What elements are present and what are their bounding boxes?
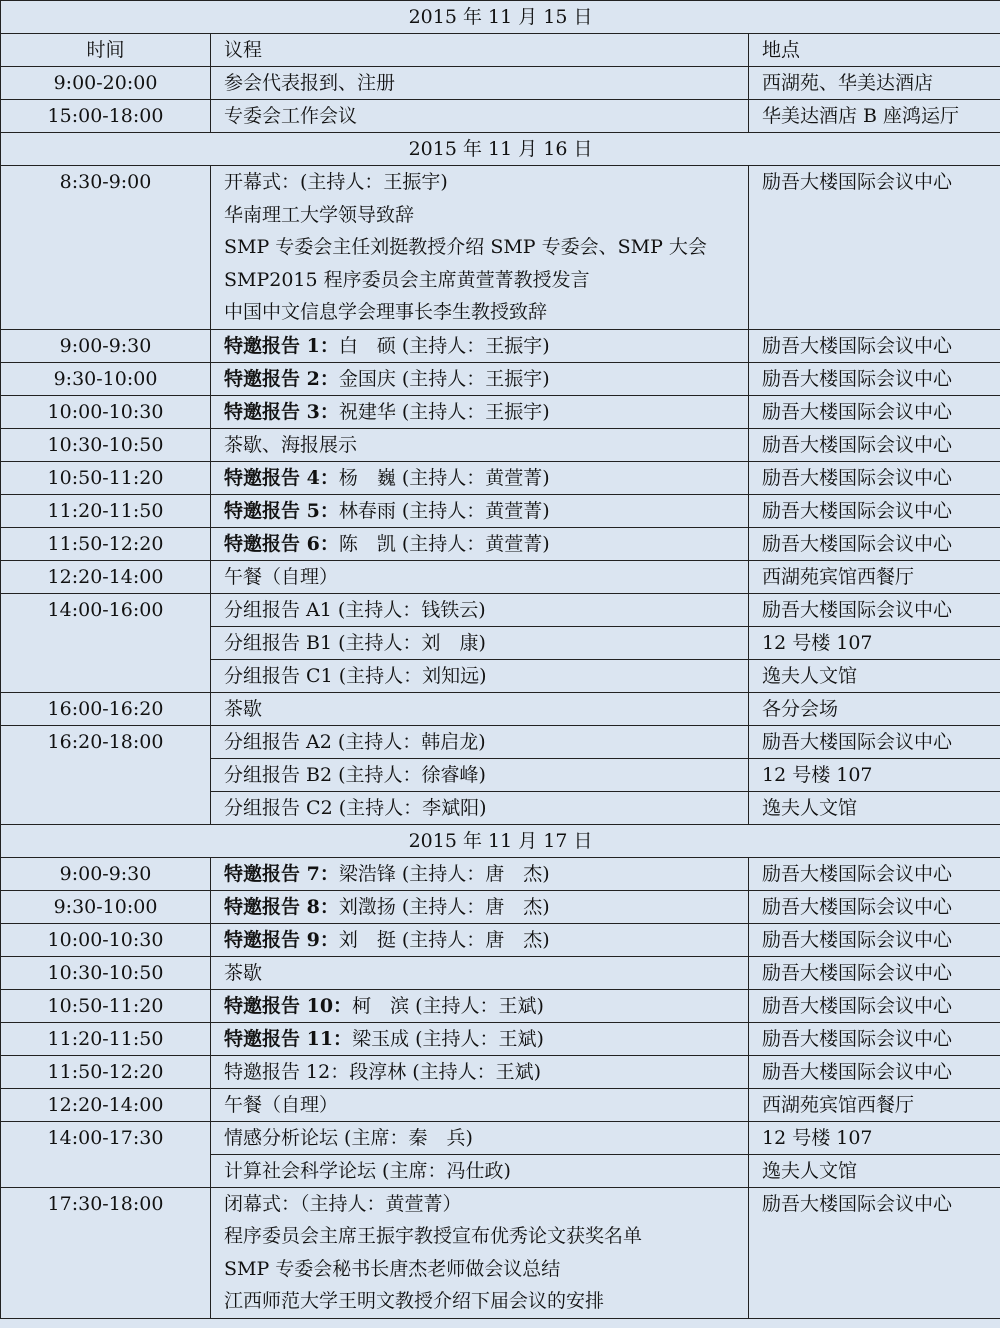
agenda-line [224, 533, 550, 555]
location-cell [749, 1187, 1000, 1318]
date-cell [1, 824, 1000, 857]
location-cell [749, 659, 1000, 692]
date-cell [1, 1, 1000, 34]
header-agenda [211, 34, 749, 67]
time-cell [1, 1121, 211, 1187]
session-time: 10:50-11:20 [47, 466, 164, 489]
agenda-line [224, 1028, 544, 1050]
agenda-text: 梁浩锋 (主持人：唐 杰) [338, 862, 550, 885]
agenda-line [224, 929, 550, 951]
agenda-text: 茶歇、海报展示 [224, 433, 358, 456]
agenda-cell [211, 494, 749, 527]
session-location: 励吾大楼国际会议中心 [762, 730, 953, 753]
agenda-text: 白 硕 (主持人：王振宇) [338, 334, 550, 357]
location-cell [749, 1022, 1000, 1055]
session-row [1, 362, 1000, 395]
agenda-line [224, 566, 338, 588]
agenda-cell [211, 626, 749, 659]
location-cell [749, 1055, 1000, 1088]
session-location: 励吾大楼国际会议中心 [762, 171, 953, 193]
session-location: 励吾大楼国际会议中心 [762, 334, 953, 357]
agenda-cell [211, 362, 749, 395]
agenda-cell [211, 857, 749, 890]
agenda-text: 午餐（自理） [224, 1093, 339, 1116]
date-label: 2015 年 11 月 16 日 [408, 138, 593, 160]
session-location: 励吾大楼国际会议中心 [762, 862, 953, 885]
time-cell [1, 725, 211, 824]
session-row [1, 560, 1000, 593]
agenda-report-label: 特邀报告 1： [224, 334, 339, 357]
agenda-line [224, 1094, 338, 1116]
location-cell [749, 1154, 1000, 1187]
session-time: 17:30-18:00 [47, 1192, 164, 1215]
location-cell [749, 890, 1000, 923]
agenda-report-label: 特邀报告 7： [224, 862, 339, 885]
agenda-cell [211, 527, 749, 560]
session-location: 励吾大楼国际会议中心 [762, 1027, 953, 1050]
header-location [749, 34, 1000, 67]
session-location: 12 号楼 107 [762, 1126, 873, 1149]
agenda-line [224, 665, 487, 687]
agenda-line [224, 1188, 748, 1221]
agenda-text: 祝建华 (主持人：王振宇) [338, 400, 550, 423]
agenda-text: 午餐（自理） [224, 565, 339, 588]
session-location: 逸夫人文馆 [762, 796, 858, 819]
agenda-line [224, 863, 550, 885]
session-time: 12:20-14:00 [47, 1093, 164, 1116]
agenda-cell [211, 100, 749, 133]
session-location: 励吾大楼国际会议中心 [762, 1192, 953, 1215]
agenda-cell [211, 725, 749, 758]
session-time: 14:00-16:00 [47, 598, 164, 621]
agenda-text: 分组报告 C2 (主持人：李斌阳) [224, 796, 487, 819]
session-location: 各分会场 [762, 697, 839, 720]
location-cell [749, 1088, 1000, 1121]
agenda-cell [211, 593, 749, 626]
session-time: 9:00-20:00 [53, 72, 158, 94]
agenda-line [224, 231, 748, 264]
time-cell [1, 461, 211, 494]
session-time: 11:50-12:20 [47, 1060, 164, 1083]
agenda-text: 专委会工作会议 [224, 105, 358, 127]
agenda-text: 参会代表报到、注册 [224, 72, 396, 94]
agenda-cell [211, 560, 749, 593]
agenda-text: 分组报告 B1 (主持人：刘 康) [224, 631, 486, 654]
session-row [1, 461, 1000, 494]
time-cell [1, 857, 211, 890]
agenda-text: 情感分析论坛 (主席：秦 兵) [224, 1126, 473, 1149]
time-cell [1, 1187, 211, 1318]
agenda-cell [211, 989, 749, 1022]
session-row [1, 1088, 1000, 1121]
location-cell [749, 329, 1000, 362]
agenda-line [224, 166, 748, 199]
agenda-line [224, 599, 486, 621]
location-cell [749, 956, 1000, 989]
agenda-text: 计算社会科学论坛 (主席：冯仕政) [224, 1159, 511, 1182]
agenda-cell [211, 1121, 749, 1154]
agenda-cell [211, 166, 749, 330]
agenda-line [224, 1253, 748, 1286]
time-cell [1, 428, 211, 461]
header-time-label: 时间 [86, 39, 125, 61]
time-cell [1, 1022, 211, 1055]
session-location: 励吾大楼国际会议中心 [762, 895, 953, 918]
location-cell [749, 560, 1000, 593]
location-cell [749, 758, 1000, 791]
agenda-line [224, 500, 550, 522]
agenda-line [224, 764, 486, 786]
header-row [1, 34, 1000, 67]
location-cell [749, 362, 1000, 395]
session-location: 西湖苑宾馆西餐厅 [762, 565, 915, 588]
location-cell [749, 527, 1000, 560]
session-time: 10:30-10:50 [47, 961, 164, 984]
agenda-report-label: 特邀报告 10： [224, 994, 353, 1017]
agenda-text: SMP 专委会主任刘挺教授介绍 SMP 专委会、SMP 大会 [224, 236, 707, 258]
agenda-report-label: 特邀报告 9： [224, 928, 339, 951]
agenda-line [224, 1285, 748, 1318]
date-label: 2015 年 11 月 17 日 [408, 829, 593, 852]
session-time: 10:00-10:30 [47, 928, 164, 951]
agenda-text: 分组报告 B2 (主持人：徐睿峰) [224, 763, 486, 786]
agenda-line [224, 199, 748, 232]
session-row [1, 692, 1000, 725]
agenda-report-label: 特邀报告 8： [224, 895, 339, 918]
session-row [1, 67, 1000, 100]
time-cell [1, 329, 211, 362]
agenda-line [224, 962, 262, 984]
time-cell [1, 527, 211, 560]
session-location: 励吾大楼国际会议中心 [762, 928, 953, 951]
date-row [1, 1, 1000, 34]
agenda-line [224, 1220, 748, 1253]
date-row [1, 824, 1000, 857]
session-time: 15:00-18:00 [47, 105, 164, 127]
date-cell [1, 133, 1000, 166]
agenda-line [224, 1061, 541, 1083]
location-cell [749, 166, 1000, 330]
session-location: 励吾大楼国际会议中心 [762, 466, 953, 489]
session-row [1, 1121, 1000, 1154]
session-row [1, 494, 1000, 527]
session-row [1, 593, 1000, 626]
session-time: 14:00-17:30 [47, 1126, 164, 1149]
agenda-cell [211, 659, 749, 692]
session-location: 励吾大楼国际会议中心 [762, 400, 953, 423]
agenda-text: 陈 凯 (主持人：黄萱菁) [338, 532, 550, 555]
agenda-cell [211, 461, 749, 494]
location-cell [749, 923, 1000, 956]
location-cell [749, 725, 1000, 758]
time-cell [1, 166, 211, 330]
agenda-text: 闭幕式：（主持人：黄萱菁） [224, 1192, 462, 1215]
session-location: 励吾大楼国际会议中心 [762, 994, 953, 1017]
location-cell [749, 1121, 1000, 1154]
agenda-text: 特邀报告 12：段淳林 (主持人：王斌) [224, 1060, 542, 1083]
session-row [1, 857, 1000, 890]
agenda-cell [211, 67, 749, 100]
agenda-cell [211, 956, 749, 989]
agenda-report-label: 特邀报告 6： [224, 532, 339, 555]
location-cell [749, 626, 1000, 659]
agenda-text: 江西师范大学王明文教授介绍下届会议的安排 [224, 1290, 605, 1312]
agenda-text: 中国中文信息学会理事长李生教授致辞 [224, 301, 548, 323]
time-cell [1, 923, 211, 956]
location-cell [749, 857, 1000, 890]
session-location: 华美达酒店 B 座鸿运厅 [762, 105, 960, 127]
agenda-cell [211, 1187, 749, 1318]
session-location: 励吾大楼国际会议中心 [762, 598, 953, 621]
session-time: 9:00-9:30 [59, 334, 152, 357]
time-cell [1, 494, 211, 527]
agenda-line [224, 731, 486, 753]
header-location-label: 地点 [762, 39, 801, 61]
agenda-text: 程序委员会主席王振宇教授宣布优秀论文获奖名单 [224, 1225, 643, 1247]
session-time: 9:30-10:00 [53, 895, 158, 918]
agenda-text: 开幕式：(主持人：王振宇) [224, 171, 448, 193]
agenda-cell [211, 890, 749, 923]
session-time: 11:20-11:50 [47, 499, 164, 522]
agenda-text: 茶歇 [224, 697, 263, 720]
time-cell [1, 395, 211, 428]
agenda-cell [211, 1088, 749, 1121]
time-cell [1, 989, 211, 1022]
date-label: 2015 年 11 月 15 日 [408, 6, 593, 28]
date-row [1, 133, 1000, 166]
session-location: 西湖苑、华美达酒店 [762, 72, 934, 94]
agenda-line [224, 296, 748, 329]
time-cell [1, 67, 211, 100]
agenda-line [224, 467, 550, 489]
session-row [1, 527, 1000, 560]
agenda-text: 林春雨 (主持人：黄萱菁) [338, 499, 550, 522]
session-time: 9:30-10:00 [53, 367, 158, 390]
agenda-line [224, 995, 544, 1017]
agenda-text: 茶歇 [224, 961, 263, 984]
session-row [1, 1055, 1000, 1088]
time-cell [1, 1088, 211, 1121]
location-cell [749, 593, 1000, 626]
session-location: 励吾大楼国际会议中心 [762, 532, 953, 555]
location-cell [749, 428, 1000, 461]
agenda-report-label: 特邀报告 3： [224, 400, 339, 423]
agenda-text: 分组报告 A2 (主持人：韩启龙) [224, 730, 486, 753]
agenda-text: 分组报告 A1 (主持人：钱铁云) [224, 598, 486, 621]
location-cell [749, 989, 1000, 1022]
agenda-text: 杨 巍 (主持人：黄萱菁) [338, 466, 550, 489]
session-location: 励吾大楼国际会议中心 [762, 499, 953, 522]
agenda-line [224, 797, 487, 819]
agenda-text: 金国庆 (主持人：王振宇) [338, 367, 550, 390]
location-cell [749, 791, 1000, 824]
session-location: 励吾大楼国际会议中心 [762, 961, 953, 984]
agenda-line [224, 335, 550, 357]
agenda-text: 柯 滨 (主持人：王斌) [352, 994, 544, 1017]
session-row [1, 956, 1000, 989]
session-time: 8:30-9:00 [59, 171, 152, 193]
agenda-cell [211, 923, 749, 956]
session-time: 9:00-9:30 [59, 862, 152, 885]
agenda-line [224, 632, 486, 654]
agenda-text: 梁玉成 (主持人：王斌) [352, 1027, 544, 1050]
agenda-report-label: 特邀报告 5： [224, 499, 339, 522]
session-location: 励吾大楼国际会议中心 [762, 367, 953, 390]
time-cell [1, 692, 211, 725]
session-row [1, 428, 1000, 461]
agenda-cell [211, 1154, 749, 1187]
agenda-line [224, 896, 550, 918]
agenda-text: SMP 专委会秘书长唐杰老师做会议总结 [224, 1257, 561, 1280]
session-row [1, 100, 1000, 133]
agenda-line [224, 1127, 473, 1149]
agenda-cell [211, 1055, 749, 1088]
agenda-cell [211, 758, 749, 791]
agenda-report-label: 特邀报告 4： [224, 466, 339, 489]
session-row [1, 1187, 1000, 1318]
agenda-text: SMP2015 程序委员会主席黄萱菁教授发言 [224, 268, 590, 291]
header-agenda-label: 议程 [224, 39, 263, 61]
agenda-line [224, 72, 395, 94]
time-cell [1, 362, 211, 395]
agenda-cell [211, 692, 749, 725]
session-time: 11:20-11:50 [47, 1027, 164, 1050]
time-cell [1, 593, 211, 692]
header-time [1, 34, 211, 67]
session-time: 16:20-18:00 [47, 730, 164, 753]
session-row [1, 923, 1000, 956]
session-location: 逸夫人文馆 [762, 664, 858, 687]
location-cell [749, 494, 1000, 527]
time-cell [1, 100, 211, 133]
session-row [1, 1022, 1000, 1055]
location-cell [749, 395, 1000, 428]
session-time: 12:20-14:00 [47, 565, 164, 588]
time-cell [1, 956, 211, 989]
session-row [1, 725, 1000, 758]
session-row [1, 989, 1000, 1022]
agenda-cell [211, 791, 749, 824]
agenda-line [224, 434, 357, 456]
agenda-report-label: 特邀报告 11： [224, 1027, 353, 1050]
agenda-line [224, 368, 550, 390]
time-cell [1, 1055, 211, 1088]
agenda-line [224, 401, 550, 423]
schedule-body [1, 1, 1000, 1319]
session-row [1, 395, 1000, 428]
session-row [1, 890, 1000, 923]
location-cell [749, 67, 1000, 100]
time-cell [1, 560, 211, 593]
session-location: 励吾大楼国际会议中心 [762, 433, 953, 456]
location-cell [749, 100, 1000, 133]
agenda-report-label: 特邀报告 2： [224, 367, 339, 390]
session-location: 励吾大楼国际会议中心 [762, 1060, 953, 1083]
agenda-cell [211, 428, 749, 461]
session-time: 10:00-10:30 [47, 400, 164, 423]
session-location: 逸夫人文馆 [762, 1159, 858, 1182]
session-location: 12 号楼 107 [762, 763, 873, 786]
agenda-cell [211, 329, 749, 362]
session-row [1, 329, 1000, 362]
agenda-text: 华南理工大学领导致辞 [224, 203, 415, 226]
agenda-cell [211, 1022, 749, 1055]
session-time: 10:50-11:20 [47, 994, 164, 1017]
agenda-line [224, 264, 748, 297]
location-cell [749, 461, 1000, 494]
agenda-line [224, 698, 262, 720]
time-cell [1, 890, 211, 923]
session-location: 西湖苑宾馆西餐厅 [762, 1093, 915, 1116]
agenda-cell [211, 395, 749, 428]
session-time: 10:30-10:50 [47, 433, 164, 456]
session-location: 12 号楼 107 [762, 631, 873, 654]
agenda-text: 刘澂扬 (主持人：唐 杰) [338, 895, 550, 918]
agenda-line [224, 105, 357, 127]
agenda-text: 分组报告 C1 (主持人：刘知远) [224, 664, 487, 687]
agenda-text: 刘 挺 (主持人：唐 杰) [338, 928, 550, 951]
agenda-line [224, 1160, 511, 1182]
session-time: 11:50-12:20 [47, 532, 164, 555]
location-cell [749, 692, 1000, 725]
session-time: 16:00-16:20 [47, 697, 164, 720]
session-row [1, 166, 1000, 330]
